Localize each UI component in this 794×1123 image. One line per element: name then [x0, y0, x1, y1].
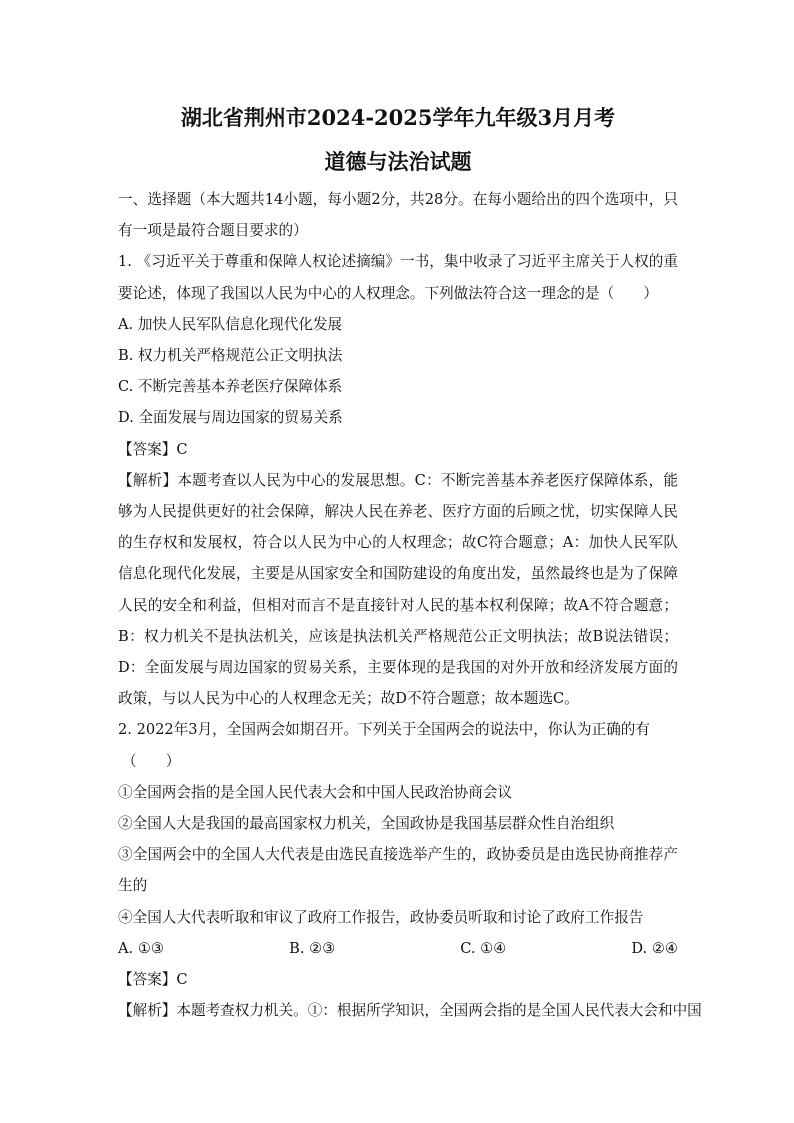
question-2-option-b: B. ②③ — [289, 939, 336, 957]
question-1-answer: 【答案】C — [118, 440, 188, 458]
question-2-answer: 【答案】C — [118, 971, 188, 989]
exam-subtitle: 道德与法治试题 — [324, 149, 472, 174]
question-2-statement-1: ①全国两会指的是全国人民代表大会和中国人民政治协商会议 — [118, 783, 513, 801]
question-2-statement-3: ③全国两会中的全国人大代表是由选民直接选举产生的，政协委员是由选民协商推荐产生的 — [118, 846, 678, 895]
question-1-option-b: B. 权力机关严格规范公正文明执法 — [118, 347, 343, 365]
section-heading: 一、选择题（本大题共14小题，每小题2分，共28分。在每小题给出的四个选项中，只有一项是最符合题目要求的） — [118, 191, 678, 240]
question-1-stem: 1. 《习近平关于尊重和保障人权论述摘编》一书，集中收录了习近平主席关于人权的重要论述，体现了我国以人民为中心的人权理念。下列做法符合这一理念的是（ ） — [118, 253, 678, 302]
question-2-option-a: A. ①③ — [118, 939, 164, 957]
question-2-statement-2: ②全国人大是我国的最高国家权力机关，全国政协是我国基层群众性自治组织 — [118, 815, 615, 833]
question-2-statement-4: ④全国人大代表听取和审议了政府工作报告，政协委员听取和讨论了政府工作报告 — [118, 908, 644, 926]
question-2-stem: 2. 2022年3月，全国两会如期召开。下列关于全国两会的说法中，你认为正确的有 — [118, 721, 650, 739]
question-1-option-a: A. 加快人民军队信息化现代化发展 — [118, 315, 343, 333]
question-2-option-d: D. ②④ — [631, 939, 678, 957]
question-2-options — [118, 933, 678, 964]
question-2-bracket: （ ） — [122, 752, 181, 770]
question-2-analysis: 【解析】本题考查权力机关。①：根据所学知识，全国两会指的是全国人民代表大会和中国 — [118, 1002, 702, 1020]
question-1-option-c: C. 不断完善基本养老医疗保障体系 — [118, 378, 343, 396]
question-1-analysis: 【解析】本题考查以人民为中心的发展思想。C：不断完善基本养老医疗保障体系，能够为人民提供更好的社会保障，解决人民在养老、医疗方面的后顾之忧，切实保障人民的生存权和发展权，符合以人民为中心的人权理念；故C符合题意；A：加快人民军队信息化现代化发展，主要是从国家安全和国防建设的角度出发，虽然最终也是为了保障人民的安全和利益，但相对而言不是直接针对人民的基本权利保障；故A不符合题意；B：权力机关不是执法机关，应该是执法机关严格规范公正文明执法；故B说法错误；D：全面发展与周边国家的贸易关系，主要体现的是我国的对外开放和经济发展方面的政策，与以人民为中心的人权理念无关；故D不符合题意；故本题选C。 — [118, 471, 678, 708]
question-2-option-c: C. ①④ — [460, 939, 507, 957]
exam-title: 湖北省荆州市2024-2025学年九年级3月月考 — [180, 105, 616, 130]
question-1-option-d: D. 全面发展与周边国家的贸易关系 — [118, 409, 343, 427]
